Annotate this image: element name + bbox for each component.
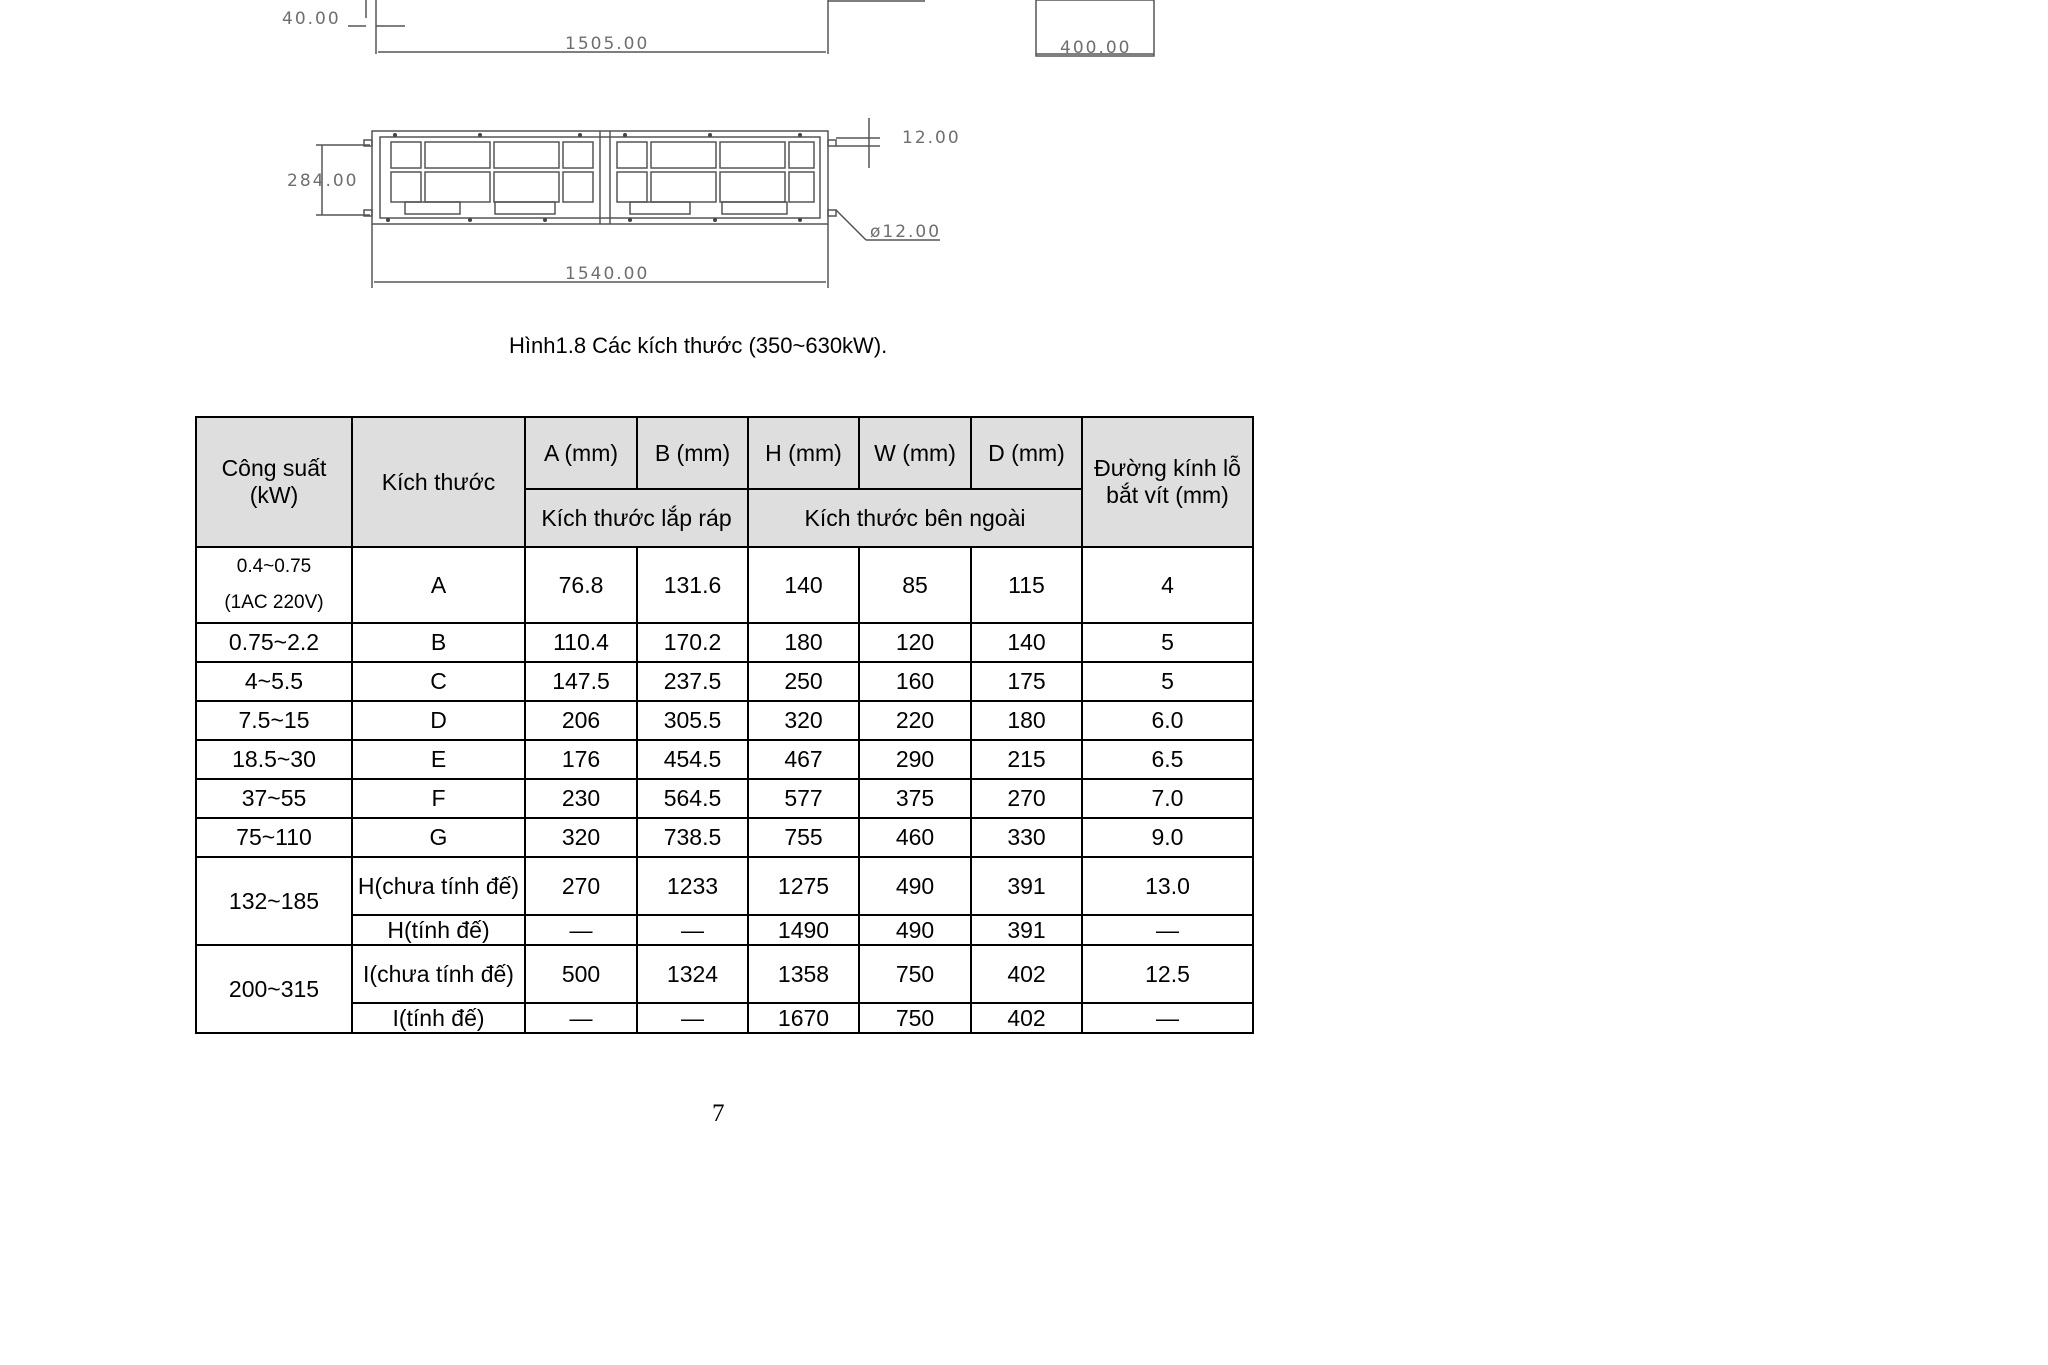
table-header-row bbox=[196, 417, 1253, 489]
cell-D: 391 bbox=[971, 857, 1082, 915]
cell-D: 402 bbox=[971, 1003, 1082, 1033]
cell-power-line1: 0.4~0.75 bbox=[236, 556, 312, 577]
cell-A: 230 bbox=[525, 779, 637, 818]
cell-A: 500 bbox=[525, 945, 637, 1003]
cell-hole: 5 bbox=[1082, 623, 1253, 662]
cell-H: 140 bbox=[748, 547, 859, 623]
cell-W: 750 bbox=[859, 945, 971, 1003]
cell-hole: 5 bbox=[1082, 662, 1253, 701]
cell-W: 490 bbox=[859, 915, 971, 945]
cell-W: 85 bbox=[859, 547, 971, 623]
table-row bbox=[196, 701, 1253, 740]
cell-H: 320 bbox=[748, 701, 859, 740]
cell-W: 490 bbox=[859, 857, 971, 915]
cell-D: 175 bbox=[971, 662, 1082, 701]
cell-hole: 6.0 bbox=[1082, 701, 1253, 740]
cell-B: 237.5 bbox=[637, 662, 748, 701]
cell-power bbox=[196, 547, 352, 623]
cell-H: 467 bbox=[748, 740, 859, 779]
cell-B: — bbox=[637, 915, 748, 945]
header-H: H (mm) bbox=[748, 417, 859, 489]
cell-W: 160 bbox=[859, 662, 971, 701]
table-row bbox=[196, 662, 1253, 701]
table-row bbox=[196, 945, 1253, 1003]
cell-frame: I(tính đế) bbox=[352, 1003, 525, 1033]
cell-frame: H(chưa tính đế) bbox=[352, 857, 525, 915]
cell-power: 75~110 bbox=[196, 818, 352, 857]
cell-B: 1324 bbox=[637, 945, 748, 1003]
cell-H: 250 bbox=[748, 662, 859, 701]
cell-hole: 4 bbox=[1082, 547, 1253, 623]
table-row bbox=[196, 915, 1253, 945]
cell-H: 1670 bbox=[748, 1003, 859, 1033]
table-row bbox=[196, 547, 1253, 623]
cell-B: 454.5 bbox=[637, 740, 748, 779]
dim-label-1505: 1505.00 bbox=[565, 34, 650, 54]
dim-label-12: 12.00 bbox=[902, 128, 961, 148]
cell-frame: C bbox=[352, 662, 525, 701]
cell-D: 330 bbox=[971, 818, 1082, 857]
header-A: A (mm) bbox=[525, 417, 637, 489]
cell-hole: — bbox=[1082, 1003, 1253, 1033]
cell-H: 577 bbox=[748, 779, 859, 818]
cell-W: 375 bbox=[859, 779, 971, 818]
table-row bbox=[196, 1003, 1253, 1033]
table-row bbox=[196, 779, 1253, 818]
cell-H: 1358 bbox=[748, 945, 859, 1003]
dim-label-40: 40.00 bbox=[282, 9, 341, 29]
cell-hole: 13.0 bbox=[1082, 857, 1253, 915]
header-hole: Đường kính lỗ bắt vít (mm) bbox=[1082, 417, 1253, 547]
cell-hole: 12.5 bbox=[1082, 945, 1253, 1003]
cell-W: 750 bbox=[859, 1003, 971, 1033]
cell-A: 147.5 bbox=[525, 662, 637, 701]
dim-label-hole: ø12.00 bbox=[870, 222, 942, 242]
cell-A: 76.8 bbox=[525, 547, 637, 623]
dim-label-1540: 1540.00 bbox=[565, 264, 650, 284]
cell-frame: D bbox=[352, 701, 525, 740]
header-B: B (mm) bbox=[637, 417, 748, 489]
cell-frame: H(tính đế) bbox=[352, 915, 525, 945]
header-W: W (mm) bbox=[859, 417, 971, 489]
cell-A: — bbox=[525, 1003, 637, 1033]
table-row bbox=[196, 818, 1253, 857]
cell-B: 564.5 bbox=[637, 779, 748, 818]
cell-frame: E bbox=[352, 740, 525, 779]
cell-hole: — bbox=[1082, 915, 1253, 945]
header-D: D (mm) bbox=[971, 417, 1082, 489]
cell-frame: B bbox=[352, 623, 525, 662]
cell-H: 755 bbox=[748, 818, 859, 857]
cell-hole: 6.5 bbox=[1082, 740, 1253, 779]
cell-power: 37~55 bbox=[196, 779, 352, 818]
cell-power: 7.5~15 bbox=[196, 701, 352, 740]
cell-W: 220 bbox=[859, 701, 971, 740]
cell-A: 320 bbox=[525, 818, 637, 857]
cell-A: 110.4 bbox=[525, 623, 637, 662]
cell-W: 460 bbox=[859, 818, 971, 857]
dimension-table bbox=[195, 416, 1254, 1034]
cell-B: 738.5 bbox=[637, 818, 748, 857]
header-frame: Kích thước bbox=[352, 417, 525, 547]
cell-D: 115 bbox=[971, 547, 1082, 623]
cell-B: — bbox=[637, 1003, 748, 1033]
table-row bbox=[196, 740, 1253, 779]
cell-hole: 7.0 bbox=[1082, 779, 1253, 818]
dim-hole-leader bbox=[836, 210, 866, 240]
cell-H: 1275 bbox=[748, 857, 859, 915]
cell-B: 305.5 bbox=[637, 701, 748, 740]
cell-power: 4~5.5 bbox=[196, 662, 352, 701]
header-outer-group: Kích thước bên ngoài bbox=[748, 489, 1082, 547]
cell-frame: A bbox=[352, 547, 525, 623]
cell-D: 180 bbox=[971, 701, 1082, 740]
table-row bbox=[196, 857, 1253, 915]
header-mount-group: Kích thước lắp ráp bbox=[525, 489, 748, 547]
cell-D: 270 bbox=[971, 779, 1082, 818]
cell-hole: 9.0 bbox=[1082, 818, 1253, 857]
cell-A: — bbox=[525, 915, 637, 945]
dimension-drawing bbox=[0, 0, 1250, 300]
cell-H: 180 bbox=[748, 623, 859, 662]
cell-frame: G bbox=[352, 818, 525, 857]
cell-B: 1233 bbox=[637, 857, 748, 915]
figure-caption: Hình1.8 Các kích thước (350~630kW). bbox=[509, 333, 888, 358]
cell-power: 0.75~2.2 bbox=[196, 623, 352, 662]
cell-frame: I(chưa tính đế) bbox=[352, 945, 525, 1003]
cell-B: 131.6 bbox=[637, 547, 748, 623]
dim-label-284: 284.00 bbox=[287, 171, 359, 191]
cell-W: 120 bbox=[859, 623, 971, 662]
cell-power: 18.5~30 bbox=[196, 740, 352, 779]
cell-D: 402 bbox=[971, 945, 1082, 1003]
cell-A: 176 bbox=[525, 740, 637, 779]
cell-D: 140 bbox=[971, 623, 1082, 662]
cell-B: 170.2 bbox=[637, 623, 748, 662]
cell-frame: F bbox=[352, 779, 525, 818]
table-row bbox=[196, 623, 1253, 662]
cell-A: 206 bbox=[525, 701, 637, 740]
cell-W: 290 bbox=[859, 740, 971, 779]
dim-label-400: 400.00 bbox=[1060, 38, 1132, 58]
cell-power: 132~185 bbox=[196, 857, 352, 945]
cell-H: 1490 bbox=[748, 915, 859, 945]
cell-A: 270 bbox=[525, 857, 637, 915]
cell-D: 215 bbox=[971, 740, 1082, 779]
page-number: 7 bbox=[712, 1100, 725, 1127]
cell-power-line2: (1AC 220V) bbox=[224, 592, 324, 613]
cell-power: 200~315 bbox=[196, 945, 352, 1033]
cell-D: 391 bbox=[971, 915, 1082, 945]
header-power: Công suất (kW) bbox=[196, 417, 352, 547]
